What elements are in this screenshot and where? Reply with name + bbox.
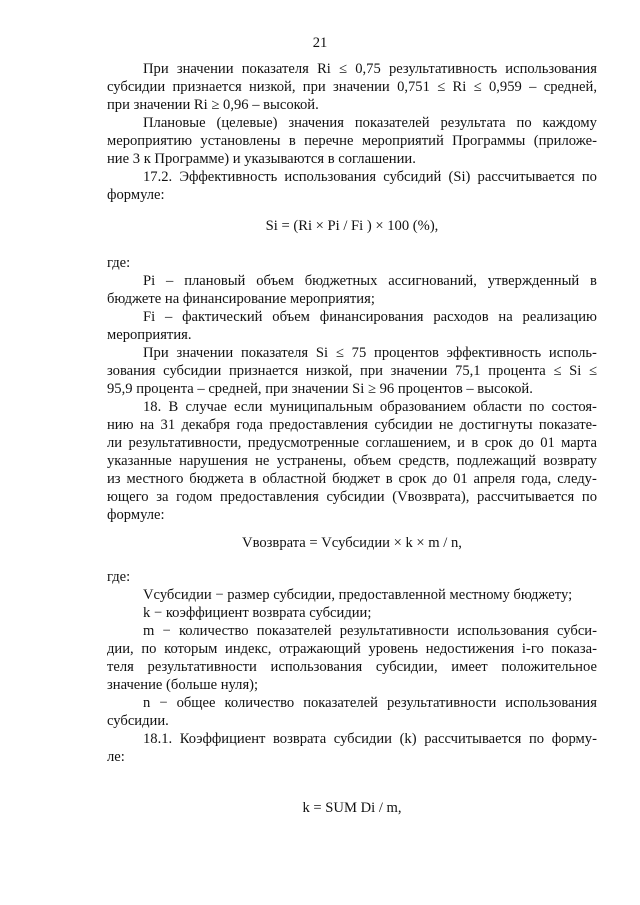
word: до (519, 435, 534, 451)
word: возврата (273, 731, 327, 747)
word: по (581, 489, 597, 505)
text-line: где: (107, 255, 131, 271)
word: по (529, 399, 545, 415)
word: субсидии (326, 489, 385, 505)
word: фактический (182, 309, 263, 325)
word: декабря (181, 417, 231, 433)
word: ≤ (473, 79, 482, 95)
word: Эффективность (179, 169, 278, 185)
word: показате- (538, 417, 597, 433)
word: на (139, 417, 155, 433)
word: нию (107, 417, 134, 433)
text-line: где: (107, 569, 131, 585)
word: результативности (386, 695, 497, 711)
word: Плановые (143, 115, 206, 131)
word: по (516, 115, 532, 131)
word: которым (164, 641, 218, 657)
word: по (581, 169, 597, 185)
word: не (438, 417, 454, 433)
word: каждому (542, 115, 597, 131)
word: объем (256, 273, 294, 289)
word: состоя- (551, 399, 597, 415)
text-line (107, 470, 597, 488)
word: использования (505, 695, 597, 711)
text-line (107, 640, 597, 658)
text-line (143, 272, 597, 290)
word: 17.2. (143, 169, 173, 185)
word: показа- (551, 641, 597, 657)
word: если (234, 399, 263, 415)
word: в (590, 273, 597, 289)
word: 18. (143, 399, 162, 415)
word: процента (488, 363, 546, 379)
word: расходов (433, 309, 489, 325)
word: по (528, 731, 545, 747)
word: при (360, 363, 383, 379)
word: общее (176, 695, 216, 711)
word: m (143, 623, 155, 639)
word: – (529, 79, 537, 95)
word: субсидии, (375, 659, 438, 675)
word: количество (224, 695, 295, 711)
word: мероприятию (107, 133, 193, 149)
text-line: субсидии. (107, 713, 169, 729)
word: по (141, 641, 157, 657)
word: муниципальным (269, 399, 373, 415)
word: значении (390, 363, 448, 379)
text-line: ние 3 к Программе) и указываются в соглашении. (107, 151, 416, 167)
word: установлены (200, 133, 281, 149)
word: в (385, 471, 393, 487)
word: средств, (398, 453, 450, 469)
word: При (143, 345, 169, 361)
word: перечне (304, 133, 354, 149)
word: в (288, 133, 296, 149)
word: субсидии (374, 417, 433, 433)
word: зования (107, 363, 156, 379)
word: (Si) (448, 169, 471, 185)
text-line (143, 694, 597, 712)
word: i-го (521, 641, 544, 657)
word: года (236, 417, 263, 433)
text-line: Vсубсидии − размер субсидии, предоставленной местному бюджету; (143, 587, 573, 603)
word: форму- (551, 731, 597, 747)
word: Ri (452, 79, 467, 95)
word: – (166, 273, 174, 289)
word: значении (176, 61, 234, 77)
text-line: ле: (107, 749, 125, 765)
text-line (107, 362, 597, 380)
word: возврату (543, 453, 597, 469)
word: результативность (388, 61, 498, 77)
word: ≤ (588, 363, 597, 379)
word: устранены, (276, 453, 347, 469)
word: Si (569, 363, 582, 379)
text-line (107, 416, 597, 434)
formula-line: k = SUM Di / m, (302, 800, 402, 816)
word: Программы (452, 133, 526, 149)
word: субсидии (333, 731, 392, 747)
text-line (143, 622, 597, 640)
word: признается (228, 363, 299, 379)
word: индекс, (225, 641, 272, 657)
word: срок (398, 471, 427, 487)
word: 01 (453, 471, 468, 487)
word: рассчитывается (424, 731, 522, 747)
word: n (143, 695, 151, 711)
word: рассчитывается (477, 489, 575, 505)
word: бюджетных (304, 273, 378, 289)
word: при (302, 79, 326, 95)
word: средней, (543, 79, 597, 95)
word: ≤ (339, 61, 348, 77)
word: результативности (147, 659, 257, 675)
word: местного (126, 471, 184, 487)
word: низкой, (305, 363, 353, 379)
text-line: формуле: (107, 507, 165, 523)
word: значении (176, 345, 234, 361)
word: показателей (303, 695, 378, 711)
word: предоставления (269, 417, 369, 433)
word: использования (505, 61, 597, 77)
word: плановый (184, 273, 246, 289)
word: субсидии (163, 363, 222, 379)
text-line: формуле: (107, 187, 165, 203)
word: результативности, (128, 435, 242, 451)
word: подлежащий (456, 453, 536, 469)
formula-line: Si = (Ri × Pi / Fi ) × 100 (%), (265, 218, 439, 234)
word: отражающий (279, 641, 361, 657)
word: использования (284, 169, 377, 185)
word: 75,1 (455, 363, 481, 379)
text-line (143, 730, 597, 748)
word: эффективность (446, 345, 542, 361)
word: Si (315, 345, 329, 361)
word: областной (262, 471, 327, 487)
word: марта (561, 435, 597, 451)
word: ющего (107, 489, 149, 505)
word: ассигнований, (388, 273, 477, 289)
word: количество (178, 623, 249, 639)
word: показателя (240, 345, 309, 361)
text-line (143, 308, 597, 326)
word: и (457, 435, 465, 451)
text-line (107, 78, 597, 96)
word: 0,751 (397, 79, 430, 95)
word: значения (288, 115, 344, 131)
word: Fi (143, 309, 156, 325)
word: (k) (399, 731, 417, 747)
word: предоставления (220, 489, 319, 505)
text-line: при значении Ri ≥ 0,96 – высокой. (107, 97, 319, 113)
text-line (143, 168, 597, 186)
word: 31 (160, 417, 176, 433)
text-line (107, 658, 597, 676)
word: до (432, 471, 448, 487)
word: рассчитывается (477, 169, 575, 185)
word: бюджета (189, 471, 244, 487)
text-line (107, 452, 597, 470)
word: 0,959 (488, 79, 522, 95)
word: года, (521, 471, 552, 487)
word: теля (107, 659, 134, 675)
word: недостижения (425, 641, 515, 657)
text-line: 95,9 процента – средней, при значении Si ≥ 96 процентов – высокой. (107, 381, 533, 397)
word: ≤ (335, 345, 344, 361)
text-line (143, 398, 597, 416)
word: (целевые) (216, 115, 278, 131)
word: − (159, 695, 168, 711)
word: в (249, 471, 257, 487)
text-line (143, 344, 597, 362)
word: в (471, 435, 479, 451)
word: субси- (557, 623, 597, 639)
word: финансирования (319, 309, 424, 325)
word: годом (176, 489, 213, 505)
word: субсидии (107, 79, 166, 95)
text-line: бюджете на финансирование мероприятия; (107, 291, 375, 307)
word: предусмотренные (247, 435, 359, 451)
word: дии, (107, 641, 134, 657)
text-line (143, 114, 597, 132)
word: образованием (379, 399, 466, 415)
word: ≤ (437, 79, 446, 95)
word: показателей (354, 115, 430, 131)
word: из (107, 471, 121, 487)
word: 75 (351, 345, 367, 361)
word: на (498, 309, 513, 325)
word: Коэффициент (179, 731, 266, 747)
word: процентов (374, 345, 439, 361)
word: (Vвозврата), (392, 489, 470, 505)
text-line (107, 434, 597, 452)
word: показателя (241, 61, 309, 77)
text-line: k − коэффициент возврата субсидии; (143, 605, 372, 621)
text-line (107, 488, 597, 506)
word: нарушения (179, 453, 248, 469)
word: использования (457, 623, 549, 639)
word: случае (185, 399, 227, 415)
word: следу- (557, 471, 597, 487)
text-line (107, 132, 597, 150)
word: имеет (451, 659, 488, 675)
word: объем (272, 309, 310, 325)
word: (приложе- (533, 133, 597, 149)
word: использования (270, 659, 363, 675)
word: бюджет (332, 471, 380, 487)
word: При (143, 61, 169, 77)
word: апреля (473, 471, 516, 487)
word: за (156, 489, 169, 505)
word: результативности (339, 623, 450, 639)
word: – (164, 309, 173, 325)
word: уровень (368, 641, 419, 657)
word: результата (440, 115, 506, 131)
word: достигнуты (459, 417, 533, 433)
text-line: мероприятия. (107, 327, 192, 343)
text-line: значение (больше нуля); (107, 677, 259, 693)
word: исполь- (548, 345, 597, 361)
word: признается (172, 79, 242, 95)
word: утвержденный (487, 273, 580, 289)
word: ≤ (553, 363, 562, 379)
word: субсидий (383, 169, 442, 185)
word: 0,75 (355, 61, 381, 77)
word: В (168, 399, 179, 415)
word: объем (353, 453, 392, 469)
word: срок (484, 435, 513, 451)
word: − (162, 623, 171, 639)
word: не (255, 453, 270, 469)
word: реализацию (522, 309, 597, 325)
word: значении (333, 79, 390, 95)
page-number: 21 (312, 35, 328, 51)
word: области (473, 399, 522, 415)
word: показателей (256, 623, 332, 639)
formula-line: Vвозврата = Vсубсидии × k × m / n, (242, 535, 462, 551)
word: положительное (501, 659, 597, 675)
word: мероприятий (361, 133, 444, 149)
text-line (143, 60, 597, 78)
word: Pi (143, 273, 156, 289)
word: указанные (107, 453, 172, 469)
word: 01 (540, 435, 555, 451)
word: низкой, (248, 79, 296, 95)
word: Ri (317, 61, 331, 77)
word: 18.1. (143, 731, 173, 747)
word: ли (107, 435, 123, 451)
word: соглашением, (365, 435, 451, 451)
